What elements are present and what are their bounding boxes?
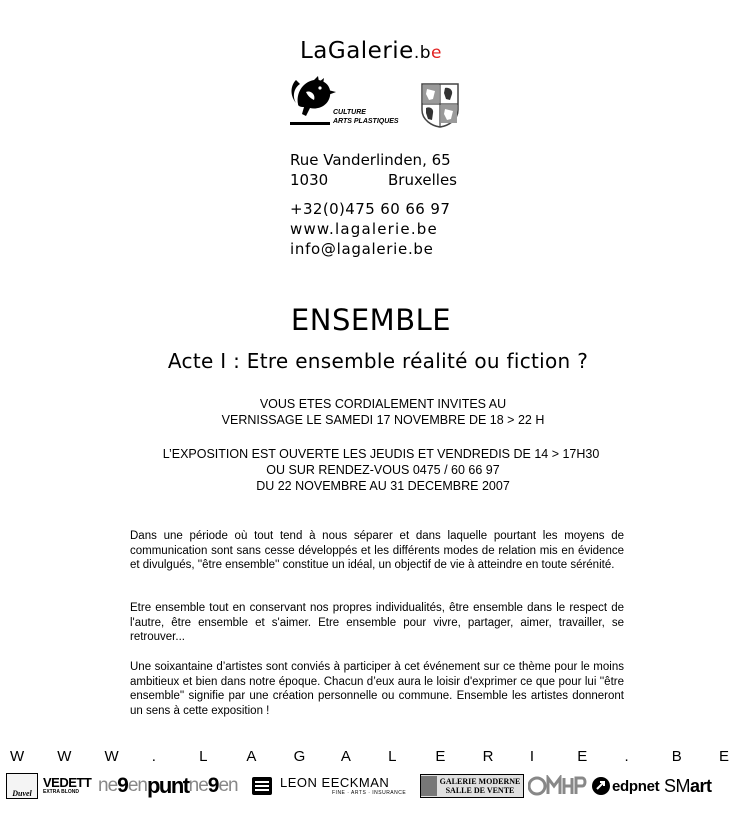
address-zip: 1030 [290, 171, 329, 189]
address-street: Rue Vanderlinden, 65 [290, 151, 451, 169]
galerie-moderne-logo: GALERIE MODERNE SALLE DE VENTE [420, 772, 524, 800]
contact-website-link[interactable]: www.lagalerie.be [290, 220, 438, 238]
footer-url-letter: . [151, 748, 156, 765]
contact-phone: +32(0)475 60 66 97 [290, 200, 451, 218]
brand-tld: .be [413, 43, 443, 63]
culture-label: CULTURE ARTS PLASTIQUES [333, 109, 399, 125]
menu-bars-icon [252, 772, 276, 800]
footer-website-link[interactable] [0, 748, 742, 768]
invitation-line: VERNISSAGE LE SAMEDI 17 NOVEMBRE DE 18 > 22 H [221, 413, 545, 427]
contact-email-link[interactable]: info@lagalerie.be [290, 240, 434, 258]
footer-url-letter: A [246, 748, 257, 765]
event-title: ENSEMBLE [290, 303, 452, 337]
sponsor-strip [0, 772, 742, 802]
footer-url-letter: L [388, 748, 397, 765]
footer-url-letter: E [577, 748, 588, 765]
edpnet-logo: edpnet [592, 772, 664, 800]
footer-url-letter: E [435, 748, 446, 765]
omhp-logo-icon [528, 772, 590, 800]
footer-url-letter: W [57, 748, 72, 765]
invitation-line: VOUS ETES CORDIALEMENT INVITES AU [259, 397, 507, 411]
brand-name: LaGalerie [299, 38, 414, 64]
footer-url-letter: W [104, 748, 119, 765]
address-city: Bruxelles [388, 171, 457, 189]
body-paragraph: Dans une période où tout tend à nous séparer et dans laquelle pourtant les moyens de communication sont sans cesse développés et les différents modes de relation mis en évidence et divulgués, ''être ensemble'' constitue un idéal, un objectif de vie à atteindre en toute sérénité. [130, 530, 624, 572]
footer-url-letter: G [293, 748, 306, 765]
exhibition-line: DU 22 NOVEMBRE AU 31 DECEMBRE 2007 [256, 479, 510, 493]
galerie-moderne-emblem [421, 776, 437, 796]
footer-url-letter: W [10, 748, 25, 765]
body-paragraph: Une soixantaine d’artistes sont conviés à participer à cet événement sur ce thème pour le moins ambitieux et bien dans notre époque. Chacun d’eux aura le loisir d'exprimer ce que pour lui ''être ensemble'' signifie par une création personnelle ou commune. Ensemble les artistes donneront un sens à cette exposition ! [130, 661, 624, 717]
edpnet-circle-icon [592, 777, 610, 795]
footer-url-letter: A [340, 748, 351, 765]
negenpuntnegen-logo: ne 9 en punt ne 9 en [98, 773, 238, 798]
brand-logo [0, 38, 742, 64]
footer-url-letter: I [529, 748, 535, 765]
smart-logo: SM art [664, 775, 712, 796]
vedett-logo: VEDETT EXTRA BLOND [43, 775, 92, 795]
leon-eeckman-logo: LEON EECKMAN FINE · ARTS · INSURANCE [280, 774, 407, 796]
footer-url-letter: R [482, 748, 494, 765]
footer-url-letter: . [624, 748, 629, 765]
exhibition-line: L’EXPOSITION EST OUVERTE LES JEUDIS ET VENDREDIS DE 14 > 17H30 [162, 447, 600, 461]
footer-url-letter: B [671, 748, 682, 765]
event-subtitle: Acte I : Etre ensemble réalité ou fiction ? [167, 349, 589, 373]
exhibition-line: OU SUR RENDEZ-VOUS 0475 / 60 66 97 [266, 463, 500, 477]
footer-url-letter: L [199, 748, 208, 765]
brussels-shield-icon [420, 82, 460, 128]
duvel-logo: Duvel [6, 772, 38, 800]
body-paragraph: Etre ensemble tout en conservant nos propres individualités, être ensemble dans le respect de l'autre, être ensemble et s'aimer. Etre ensemble pour vivre, partager, aimer, travailler, se retrouver... [130, 602, 624, 644]
footer-url-letter: E [719, 748, 730, 765]
